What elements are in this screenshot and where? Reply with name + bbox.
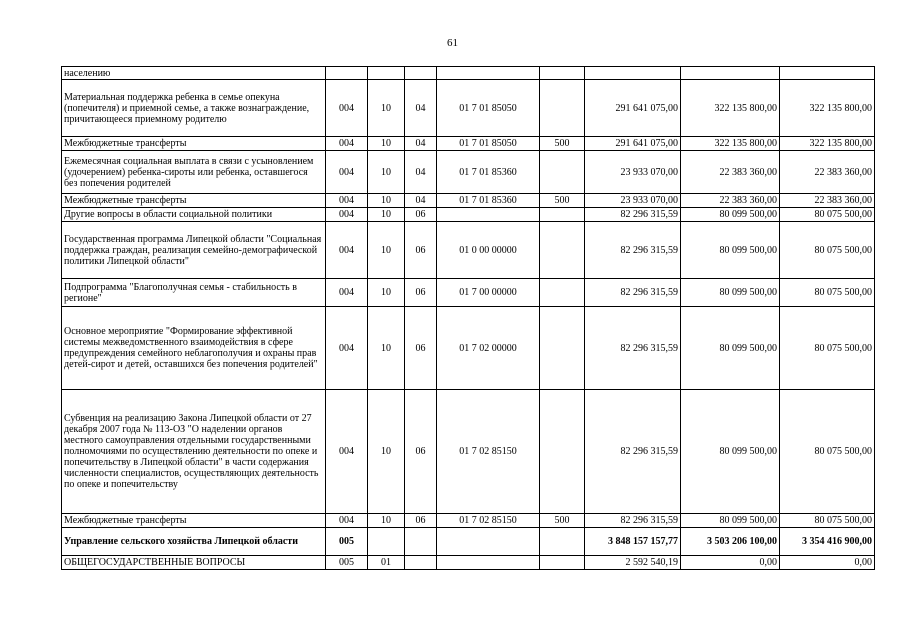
row-sum-year-1: 82 296 315,59 [585, 514, 681, 528]
row-subsection-code [405, 528, 437, 556]
table-row [62, 137, 875, 151]
row-name: Другие вопросы в области социальной политики [62, 208, 326, 222]
table-row [62, 514, 875, 528]
row-name: Межбюджетные трансферты [62, 137, 326, 151]
row-ved-code [326, 67, 368, 80]
row-sum-year-1: 82 296 315,59 [585, 208, 681, 222]
row-ved-code: 004 [326, 279, 368, 307]
row-target-article: 01 7 01 85050 [437, 80, 540, 137]
row-expense-type: 500 [540, 514, 585, 528]
row-section-code [368, 67, 405, 80]
row-name: Подпрограмма "Благополучная семья - стабильность в регионе" [62, 279, 326, 307]
row-subsection-code: 06 [405, 208, 437, 222]
row-ved-code: 004 [326, 222, 368, 279]
table-row [62, 307, 875, 390]
row-section-code: 10 [368, 137, 405, 151]
row-sum-year-1: 3 848 157 157,77 [585, 528, 681, 556]
table-row [62, 67, 875, 80]
row-expense-type [540, 80, 585, 137]
row-sum-year-3: 80 075 500,00 [780, 390, 875, 514]
row-ved-code: 004 [326, 137, 368, 151]
row-sum-year-1: 82 296 315,59 [585, 222, 681, 279]
row-target-article: 01 7 01 85360 [437, 194, 540, 208]
row-target-article: 01 7 01 85360 [437, 151, 540, 194]
row-sum-year-1: 291 641 075,00 [585, 137, 681, 151]
row-subsection-code [405, 67, 437, 80]
row-subsection-code [405, 556, 437, 570]
row-ved-code: 004 [326, 151, 368, 194]
row-ved-code: 004 [326, 208, 368, 222]
row-ved-code: 004 [326, 194, 368, 208]
row-name: Материальная поддержка ребенка в семье опекуна (попечителя) и приемной семье, а также вознаграждение, причитающееся приемному родителю [62, 80, 326, 137]
row-sum-year-2: 80 099 500,00 [681, 514, 780, 528]
row-sum-year-2: 80 099 500,00 [681, 390, 780, 514]
row-sum-year-2 [681, 67, 780, 80]
row-target-article: 01 7 01 85050 [437, 137, 540, 151]
row-sum-year-2: 80 099 500,00 [681, 307, 780, 390]
row-ved-code: 004 [326, 307, 368, 390]
row-name: Межбюджетные трансферты [62, 514, 326, 528]
table-row [62, 151, 875, 194]
row-sum-year-3 [780, 67, 875, 80]
row-sum-year-3: 322 135 800,00 [780, 137, 875, 151]
row-section-code: 01 [368, 556, 405, 570]
row-sum-year-1: 291 641 075,00 [585, 80, 681, 137]
row-sum-year-3: 80 075 500,00 [780, 208, 875, 222]
row-expense-type [540, 528, 585, 556]
row-sum-year-2: 80 099 500,00 [681, 222, 780, 279]
row-subsection-code: 06 [405, 307, 437, 390]
row-sum-year-2: 80 099 500,00 [681, 279, 780, 307]
row-sum-year-1: 82 296 315,59 [585, 307, 681, 390]
row-sum-year-2: 22 383 360,00 [681, 194, 780, 208]
row-sum-year-3: 80 075 500,00 [780, 307, 875, 390]
row-expense-type: 500 [540, 194, 585, 208]
row-expense-type [540, 390, 585, 514]
row-expense-type [540, 67, 585, 80]
row-expense-type [540, 208, 585, 222]
row-section-code: 10 [368, 279, 405, 307]
row-subsection-code: 04 [405, 80, 437, 137]
row-section-code: 10 [368, 194, 405, 208]
row-expense-type [540, 279, 585, 307]
row-sum-year-1: 82 296 315,59 [585, 279, 681, 307]
row-ved-code: 004 [326, 390, 368, 514]
row-sum-year-3: 80 075 500,00 [780, 222, 875, 279]
row-target-article: 01 7 02 00000 [437, 307, 540, 390]
table-row [62, 279, 875, 307]
row-expense-type: 500 [540, 137, 585, 151]
row-subsection-code: 06 [405, 222, 437, 279]
budget-table [61, 66, 875, 570]
row-name: Государственная программа Липецкой области "Социальная поддержка граждан, реализация семейно-демографической политики Липецкой области" [62, 222, 326, 279]
row-sum-year-3: 80 075 500,00 [780, 514, 875, 528]
row-sum-year-1: 23 933 070,00 [585, 194, 681, 208]
row-name: Основное мероприятие "Формирование эффективной системы межведомственного взаимодействия в сфере предупреждения семейного неблагополучия и охраны прав детей-сирот и детей, оставшихся без попечения родителей" [62, 307, 326, 390]
row-name: Ежемесячная социальная выплата в связи с усыновлением (удочерением) ребенка-сироты или ребенка, оставшегося без попечения родителей [62, 151, 326, 194]
row-sum-year-3: 322 135 800,00 [780, 80, 875, 137]
table-row [62, 80, 875, 137]
row-section-code: 10 [368, 151, 405, 194]
row-sum-year-1 [585, 67, 681, 80]
row-section-code [368, 528, 405, 556]
row-subsection-code: 04 [405, 137, 437, 151]
row-target-article: 01 7 02 85150 [437, 514, 540, 528]
table-row [62, 556, 875, 570]
row-expense-type [540, 307, 585, 390]
row-sum-year-2: 322 135 800,00 [681, 80, 780, 137]
page-number: 61 [447, 37, 458, 49]
row-expense-type [540, 556, 585, 570]
table-row [62, 208, 875, 222]
row-section-code: 10 [368, 222, 405, 279]
row-sum-year-2: 80 099 500,00 [681, 208, 780, 222]
row-name: населению [62, 67, 326, 80]
row-target-article: 01 0 00 00000 [437, 222, 540, 279]
row-name: ОБЩЕГОСУДАРСТВЕННЫЕ ВОПРОСЫ [62, 556, 326, 570]
row-sum-year-2: 3 503 206 100,00 [681, 528, 780, 556]
row-section-code: 10 [368, 390, 405, 514]
row-sum-year-2: 0,00 [681, 556, 780, 570]
row-section-code: 10 [368, 307, 405, 390]
table-row [62, 194, 875, 208]
row-sum-year-1: 2 592 540,19 [585, 556, 681, 570]
row-section-code: 10 [368, 80, 405, 137]
row-ved-code: 005 [326, 556, 368, 570]
row-target-article [437, 67, 540, 80]
row-ved-code: 005 [326, 528, 368, 556]
row-sum-year-3: 0,00 [780, 556, 875, 570]
row-name: Субвенция на реализацию Закона Липецкой области от 27 декабря 2007 года № 113-ОЗ "О наделении органов местного самоуправления отдельными государственными полномочиями по осуществлению деятельности по опеке и попечительству в Липецкой области" в части содержания численности специалистов, осуществляющих деятельность по опеке и попечительству [62, 390, 326, 514]
row-target-article: 01 7 00 00000 [437, 279, 540, 307]
row-sum-year-2: 322 135 800,00 [681, 137, 780, 151]
row-expense-type [540, 222, 585, 279]
row-target-article [437, 208, 540, 222]
row-subsection-code: 04 [405, 194, 437, 208]
table-row [62, 390, 875, 514]
row-target-article [437, 556, 540, 570]
row-sum-year-3: 80 075 500,00 [780, 279, 875, 307]
row-target-article: 01 7 02 85150 [437, 390, 540, 514]
row-sum-year-3: 22 383 360,00 [780, 151, 875, 194]
row-ved-code: 004 [326, 80, 368, 137]
row-section-code: 10 [368, 208, 405, 222]
row-sum-year-1: 23 933 070,00 [585, 151, 681, 194]
row-sum-year-2: 22 383 360,00 [681, 151, 780, 194]
row-subsection-code: 06 [405, 390, 437, 514]
table-row [62, 222, 875, 279]
row-sum-year-1: 82 296 315,59 [585, 390, 681, 514]
row-name: Управление сельского хозяйства Липецкой области [62, 528, 326, 556]
row-subsection-code: 04 [405, 151, 437, 194]
row-ved-code: 004 [326, 514, 368, 528]
row-subsection-code: 06 [405, 514, 437, 528]
row-subsection-code: 06 [405, 279, 437, 307]
row-name: Межбюджетные трансферты [62, 194, 326, 208]
row-expense-type [540, 151, 585, 194]
row-section-code: 10 [368, 514, 405, 528]
table-body [62, 67, 875, 570]
row-sum-year-3: 3 354 416 900,00 [780, 528, 875, 556]
row-sum-year-3: 22 383 360,00 [780, 194, 875, 208]
row-target-article [437, 528, 540, 556]
table-row [62, 528, 875, 556]
